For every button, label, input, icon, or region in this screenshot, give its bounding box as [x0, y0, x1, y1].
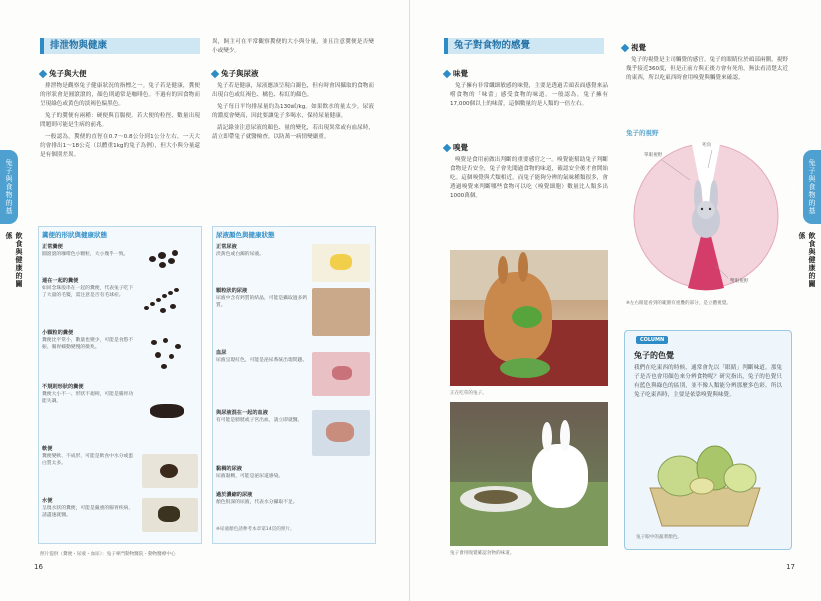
urine-item	[216, 492, 366, 506]
stool-small-image	[145, 334, 189, 372]
left-page-number: 16	[34, 563, 43, 571]
urine-item-text: 尿液中含有鈣質的結晶，可能是攝取過多鈣質。	[216, 296, 308, 308]
sight-paragraph: 兔子的視覺是主司觸覺的感官。兔子的眼睛位於頭部兩側，視野幾乎接近360度，但是正前方與正後方會有死角，無法看清楚太近的東西，所以吃東西時會用嗅覺與觸覺來確認。	[626, 57, 788, 81]
vision-diagram-svg	[632, 140, 780, 292]
urine-item-text: 淡黃色或白濁的尿液。	[216, 252, 264, 257]
vision-label-blind: 死角	[702, 143, 712, 148]
stool-item-text: 如同念珠般串在一起的糞便，代表兔子吃下了大量的毛髮，需注意是否有毛球症。	[42, 286, 134, 298]
right-section-title: 兔子對食物的感覺	[444, 38, 604, 54]
column-paragraph: 我們在吃東西的時候，通常會先以「眼睛」判斷味道。那兔子是否也會用顏色來分辨食物呢？研究指出，兔子的色覺只有藍色與綠色的區別，並不像人類能分辨那麼多色彩。所以兔子吃東西時，主要是依靠嗅覺與味覺。	[634, 365, 782, 398]
taste-paragraph: 兔子擁有非常纖細敏感的味覺，主要是透過舌頭表面感覺來品嚐食物的「味蕾」感受食物的味道。一般認為，兔子擁有17,000個以上的味蕾，這個數量約是人類的一倍左右。	[450, 83, 608, 107]
stool-item-text: 糞便變軟、不成形，可能是飲食中水分或蛋白質太多。	[42, 454, 134, 466]
sub-heading-stool-text: 兔子與大便	[49, 69, 87, 78]
stool-item	[42, 278, 134, 299]
smell-body-text	[450, 156, 608, 204]
stool-item-text: 呈現水狀的糞便，可能是嚴重的腸胃疾病，請盡速就醫。	[42, 506, 134, 518]
right-side-label: 飲食與健康的關係	[798, 232, 816, 288]
column-text	[634, 364, 782, 403]
urine-item-text: 顏色很深的尿液，代表水分攝取不足。	[216, 500, 298, 505]
sub-heading-urine-text: 兔子與尿液	[221, 69, 259, 78]
stool-watery-image	[142, 498, 198, 532]
urine-item-title: 正常尿液	[216, 244, 237, 250]
vegetable-basket-svg	[640, 438, 770, 530]
stool-item-title: 連在一起的糞便	[42, 278, 79, 284]
stool-panel-title: 糞便的形狀與健康狀態	[42, 231, 107, 239]
stool-normal-image	[145, 246, 185, 272]
sight-body-text	[626, 56, 788, 86]
sub-heading-sight-text: 視覺	[631, 43, 646, 52]
stool-item	[42, 330, 134, 351]
sub-heading-smell	[444, 142, 468, 153]
left-side-label: 飲食與健康的關係	[5, 232, 23, 288]
left-page	[0, 0, 410, 601]
urine-item-title: 黏稠的尿液	[216, 466, 242, 472]
stool-irregular-image	[150, 404, 184, 418]
smell-paragraph: 嗅覺是食用前做出判斷的重要感官之一。嗅覺能幫助兔子判斷食物是否安全，兔子會先聞過食物的味道，確認安全後才會開始吃。這個嗅覺與犬類相近，而兔子能夠分辨的氣味種類很多，會透過嗅覺來判斷哪些食物可以吃（嗅覺細胞）數量比人類多出1000萬個。	[450, 157, 608, 199]
taste-body-text	[450, 82, 608, 112]
urine-normal-image	[312, 244, 370, 282]
left-bottom-caption: 照片提供（糞便・尿液・血尿）：兔子專門動物醫院・動物醫療中心	[40, 552, 176, 557]
stool-item-title: 小顆粒的糞便	[42, 330, 74, 336]
urine-item-title: 血尿	[216, 350, 227, 356]
vision-caption: ※左右眼能看到的範圍有重疊的部分，是立體視覺。	[626, 301, 731, 306]
stool-item	[42, 446, 134, 467]
stool-body-text	[40, 82, 200, 163]
diamond-icon	[211, 70, 219, 78]
urine-paragraph: 兔子若是健康，尿液應該呈現白濁色，但有時會因攝取的食物而出現白色或紅褐色、橘色、棕紅的顏色。	[212, 83, 374, 98]
diamond-icon	[621, 44, 629, 52]
stool-chain-image	[140, 282, 190, 316]
urine-item-text: 尿液黏稠，可能是泌尿道感染。	[216, 474, 284, 479]
sub-heading-stool	[40, 68, 87, 79]
sub-heading-taste-text: 味覺	[453, 69, 468, 78]
urine-item	[216, 350, 308, 364]
sub-heading-sight	[622, 42, 646, 53]
urine-item-text: 有可能是膀胱或子宮出血，請立即就醫。	[216, 418, 303, 423]
urine-panel-note: ※尿液顏色請參考本章第14頁的照片。	[216, 527, 295, 532]
vision-diagram-title: 兔子的視野	[626, 129, 659, 137]
stool-item	[42, 498, 134, 519]
diamond-icon	[443, 70, 451, 78]
stool-item-title: 正常糞便	[42, 244, 63, 250]
stool-item	[42, 244, 134, 258]
stool-paragraph: 兔子的糞便有兩種：硬便與盲腸便。若大便的粒徑、數量出現問題則可能是生病的前兆。	[40, 113, 200, 128]
sub-heading-smell-text: 嗅覺	[453, 143, 468, 152]
stool-item-text: 糞便比平常小，數量也變少，可能是食慾不振、腸胃蠕動變慢的徵兆。	[42, 338, 134, 350]
stool-item-text: 糞便大小不一、形狀不規則，可能是腸胃功能失調。	[42, 392, 134, 404]
photo2-caption: 兔子會用嗅覺確認食物的味道。	[450, 551, 515, 556]
urine-paragraph: 請記錄並注意尿液的顏色、量的變化，若出現異常或有血尿時，請立即帶兔子就醫檢查，以防萬一病情變嚴重。	[212, 125, 374, 140]
stool-item-title: 不規則形狀的糞便	[42, 384, 84, 390]
vegetable-basket-illustration	[640, 438, 770, 530]
urine-item-title: 顆粒狀的尿液	[216, 288, 248, 294]
stool-item-title: 水便	[42, 498, 53, 504]
urine-mixed-blood-image	[312, 410, 370, 456]
left-section-title: 排泄物與健康	[40, 38, 200, 54]
urine-paragraph: 兔子每日平均排尿量約為130㎖/kg。如果飲水的量太少，尿液的濃度會變高，因此要讓兔子多喝水，保持尿量健康。	[212, 104, 374, 119]
urine-item	[216, 288, 308, 309]
vision-diagram	[632, 140, 780, 292]
urine-granular-image	[312, 288, 370, 336]
right-page-number: 17	[786, 563, 795, 571]
left-side-tab[interactable]: 兔子與食物的基	[0, 150, 18, 224]
vision-label-binocular: 雙眼視野	[730, 279, 749, 284]
urine-item-text: 尿液呈現紅色，可能是泌尿系統出現問題。	[216, 358, 308, 363]
right-page	[410, 0, 821, 601]
rabbit-eating-photo	[450, 250, 608, 386]
col2-intro-text: 異，飼主可在平常觀察糞便的大小與分量，並且注意糞便是否變小或變少。	[212, 39, 374, 54]
stool-item-text: 圓滾滾的咖啡色小顆粒，大小幾乎一致。	[42, 252, 129, 257]
stool-paragraph: 一般認為，糞便的直徑在0.7〜0.8公分到1公分左右，一天大約會排出1〜18公克（以體重1kg的兔子為例），但大小與分量還是有個別差異。	[40, 134, 200, 158]
photo1-caption: 正在吃草的兔子。	[450, 391, 487, 396]
stool-soft-image	[142, 454, 198, 488]
stool-item	[42, 384, 134, 405]
diamond-icon	[443, 144, 451, 152]
urine-blood-image	[312, 352, 370, 396]
urine-panel-title: 尿液顏色與健康狀態	[216, 231, 275, 239]
rabbit-sniffing-photo	[450, 402, 608, 546]
urine-item-title: 過於濃縮的尿液	[216, 492, 253, 498]
urine-item	[216, 244, 308, 258]
right-side-tab[interactable]: 兔子與食物的基本	[803, 150, 821, 224]
column-title: 兔子的色覺	[634, 351, 674, 360]
urine-item-title: 與尿液混在一起的血液	[216, 410, 268, 416]
stool-item-title: 軟便	[42, 446, 53, 452]
column-caption: 兔子眼中的蔬菜顏色。	[636, 535, 682, 540]
urine-body-text	[212, 82, 374, 145]
sub-heading-urine	[212, 68, 259, 79]
vision-label-monocular: 單眼視野	[644, 153, 663, 158]
col2-intro	[212, 38, 374, 59]
urine-item	[216, 466, 308, 480]
column-tag: COLUMN	[636, 336, 668, 344]
diamond-icon	[39, 70, 47, 78]
sub-heading-taste	[444, 68, 468, 79]
urine-item	[216, 410, 308, 424]
stool-paragraph: 排泄物是觀察兔子健康狀況的指標之一。兔子若是健康，糞便的形狀會是圓滾滾的，顏色則通常是咖啡色。不過有的因食物而呈現綠色或黃色的淡褐色偏黑色。	[40, 83, 200, 107]
